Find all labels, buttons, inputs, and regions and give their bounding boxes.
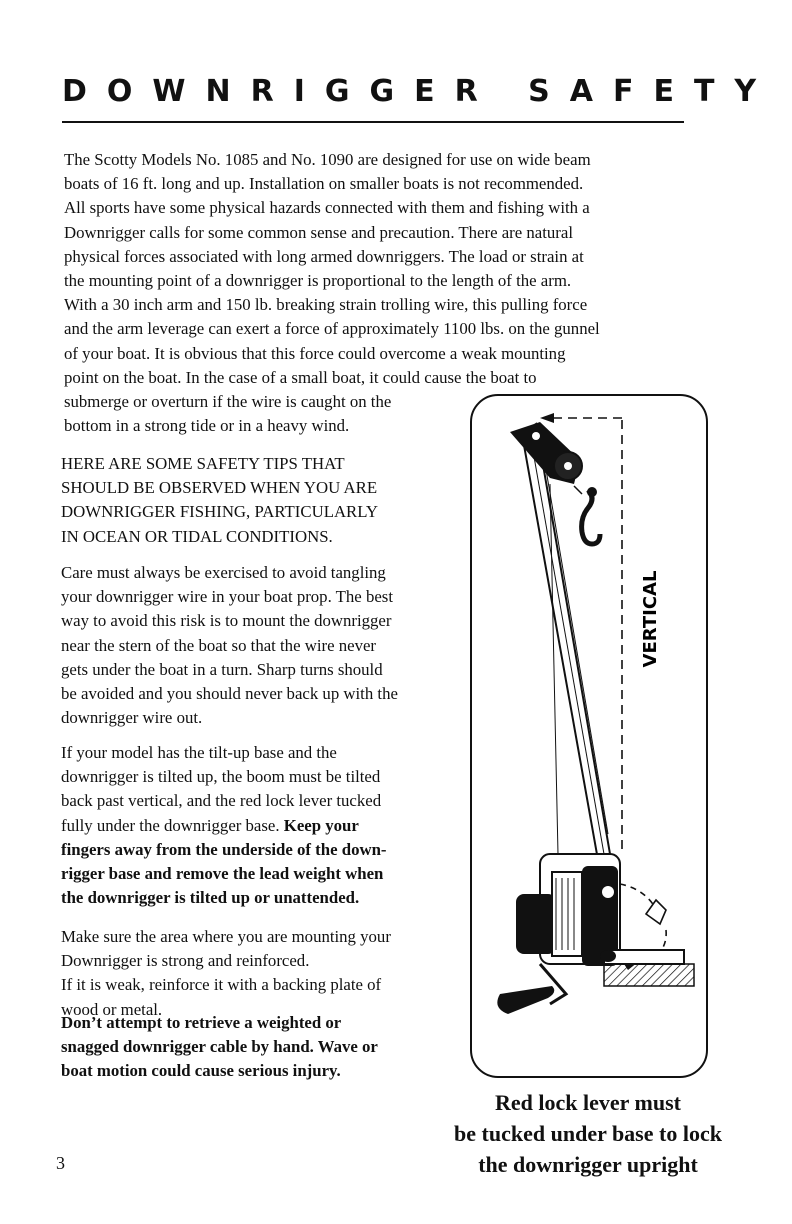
caption-line: be tucked under base to lock (454, 1121, 722, 1146)
text-line: Make sure the area where you are mounting your (61, 927, 391, 946)
text-line: point on the boat. In the case of a small boat, it could cause the boat to (64, 367, 537, 387)
text-line: All sports have some physical hazards connected with them and fishing with a (64, 198, 590, 218)
vertical-reference-line (540, 413, 622, 854)
crank-handle (497, 986, 554, 1014)
reel-housing (497, 854, 620, 1014)
text-line (61, 814, 461, 838)
text-line: be avoided and you should never back up with the (61, 684, 398, 704)
text-line: near the stern of the boat so that the wire never (61, 635, 376, 655)
text-line: downrigger wire out. (61, 708, 203, 728)
text-line: downrigger is tilted up, the boom must be tilted (61, 767, 381, 787)
warning-line: fingers away from the underside of the down- (61, 839, 387, 859)
text-line: submerge or overturn if the wire is caught on the (64, 392, 392, 412)
safety-tips-heading (61, 452, 461, 549)
downrigger-illustration (470, 394, 708, 1078)
warning-line: boat motion could cause serious injury. (61, 1061, 341, 1081)
warning-line: Don’t attempt to retrieve a weighted or (61, 1013, 342, 1032)
figure-caption (430, 1087, 746, 1180)
text-line: of your boat. It is obvious that this force could overcome a weak mounting (64, 343, 566, 363)
vertical-label: VERTICAL (640, 570, 661, 668)
text-line: way to avoid this risk is to mount the downrigger (61, 611, 392, 631)
text-line: SHOULD BE OBSERVED WHEN YOU ARE (61, 478, 378, 498)
warning-line: the downrigger is tilted up or unattended. (61, 888, 360, 908)
text-line: IN OCEAN OR TIDAL CONDITIONS. (61, 526, 333, 546)
boat-gunnel (600, 950, 694, 986)
text-line: gets under the boat in a turn. Sharp turns should (61, 659, 383, 679)
text-line: Care must always be exercised to avoid tangling (61, 563, 386, 582)
text-line: boats of 16 ft. long and up. Installation on smaller boats is not recommended. (64, 174, 584, 194)
page-number: 3 (56, 1153, 65, 1173)
text-line: With a 30 inch arm and 150 lb. breaking strain trolling wire, this pulling force (64, 295, 588, 315)
tilt-up-paragraph (61, 741, 461, 910)
text-line: back past vertical, and the red lock lever tucked (61, 791, 382, 811)
text-run: fully under the downrigger base. (61, 815, 280, 835)
text-line: Downrigger is strong and reinforced. (61, 951, 310, 971)
boom-arm (522, 424, 610, 860)
warning-line: snagged downrigger cable by hand. Wave or (61, 1037, 378, 1057)
arrow-left-icon (540, 413, 554, 423)
cable-warning-paragraph (61, 1011, 461, 1084)
text-line: DOWNRIGGER FISHING, PARTICULARLY (61, 502, 378, 522)
warning-line: rigger base and remove the lead weight when (61, 864, 384, 884)
text-line: your downrigger wire in your boat prop. The best (61, 587, 393, 607)
page-title: DOWNRIGGER SAFETY (62, 74, 777, 109)
text-line: If it is weak, reinforce it with a backing plate of (61, 975, 382, 995)
mounting-paragraph (61, 925, 461, 1022)
title-underline (62, 121, 684, 123)
caption-line: Red lock lever must (495, 1090, 681, 1115)
pulley-head (510, 422, 600, 544)
text-line: physical forces associated with long armed downriggers. The load or strain at (64, 246, 584, 266)
text-line: bottom in a strong tide or in a heavy wind. (64, 416, 350, 436)
caption-line: the downrigger upright (478, 1152, 698, 1177)
text-line: wood or metal. (61, 999, 163, 1019)
text-line: HERE ARE SOME SAFETY TIPS THAT (61, 454, 345, 473)
text-line: Downrigger calls for some common sense and precaution. There are natural (64, 222, 574, 242)
text-line: and the arm leverage can exert a force of approximately 1100 lbs. on the gunnel (64, 319, 600, 339)
prop-tangle-paragraph (61, 561, 461, 730)
text-line: the mounting point of a downrigger is proportional to the length of the arm. (64, 271, 572, 291)
warning-text: Keep your (283, 815, 359, 835)
text-line: The Scotty Models No. 1085 and No. 1090 are designed for use on wide beam (64, 150, 591, 169)
text-line: If your model has the tilt-up base and the (61, 743, 337, 762)
